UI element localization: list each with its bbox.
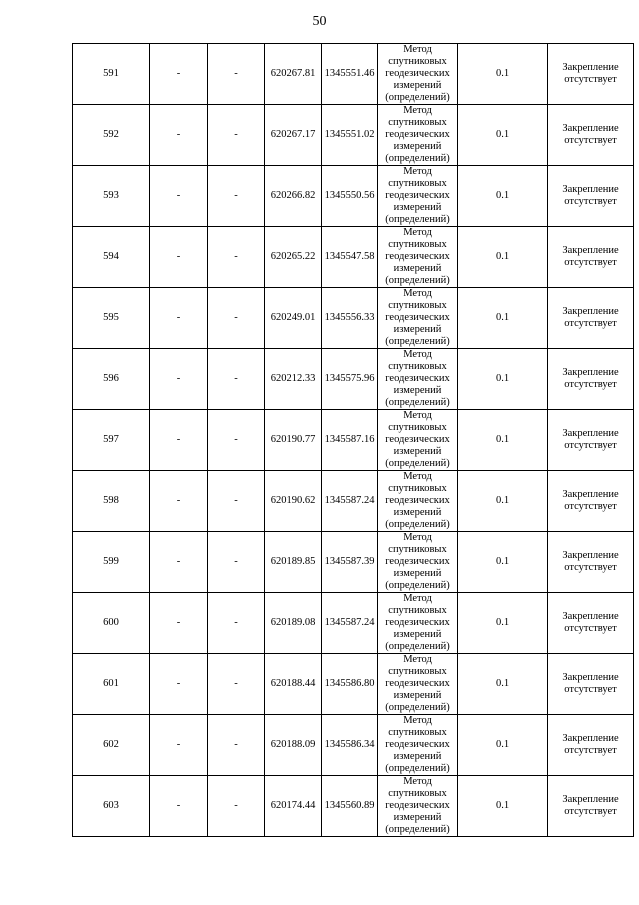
method-line: спутниковых: [388, 544, 447, 555]
fixation-cell: [548, 227, 634, 288]
column-a-cell: -: [150, 776, 208, 837]
column-a-cell: -: [150, 593, 208, 654]
method-line: измерений: [393, 141, 442, 152]
fixation-line: Закрепление: [562, 367, 619, 378]
method-line: спутниковых: [388, 666, 447, 677]
fixation-cell: [548, 715, 634, 776]
method-line: измерений: [393, 812, 442, 823]
point-number-cell: 594: [73, 227, 150, 288]
method-cell: [378, 410, 458, 471]
method-line: (определений): [385, 702, 450, 713]
method-line: спутниковых: [388, 483, 447, 494]
fixation-cell: [548, 654, 634, 715]
x-coordinate-cell: 620190.62: [265, 471, 322, 532]
method-cell: [378, 715, 458, 776]
accuracy-cell: 0.1: [458, 593, 548, 654]
point-number-cell: 599: [73, 532, 150, 593]
method-line: Метод: [403, 105, 432, 116]
fixation-line: отсутствует: [564, 379, 617, 390]
method-cell: [378, 471, 458, 532]
accuracy-cell: 0.1: [458, 288, 548, 349]
method-line: Метод: [403, 593, 432, 604]
table-row: [73, 715, 634, 776]
column-b-cell: -: [208, 227, 265, 288]
method-line: (определений): [385, 92, 450, 103]
point-number-cell: 592: [73, 105, 150, 166]
accuracy-cell: 0.1: [458, 349, 548, 410]
fixation-line: отсутствует: [564, 440, 617, 451]
accuracy-cell: 0.1: [458, 532, 548, 593]
table-row: [73, 105, 634, 166]
method-line: спутниковых: [388, 178, 447, 189]
method-line: измерений: [393, 446, 442, 457]
fixation-line: Закрепление: [562, 794, 619, 805]
table-row: [73, 288, 634, 349]
table-row: [73, 410, 634, 471]
accuracy-cell: 0.1: [458, 44, 548, 105]
method-line: Метод: [403, 349, 432, 360]
column-b-cell: -: [208, 715, 265, 776]
coordinates-table: [72, 43, 634, 837]
method-cell: [378, 227, 458, 288]
method-cell: [378, 105, 458, 166]
method-line: Метод: [403, 532, 432, 543]
method-line: Метод: [403, 166, 432, 177]
fixation-cell: [548, 349, 634, 410]
point-number-cell: 593: [73, 166, 150, 227]
method-line: Метод: [403, 44, 432, 55]
method-line: Метод: [403, 227, 432, 238]
point-number-cell: 601: [73, 654, 150, 715]
fixation-cell: [548, 471, 634, 532]
x-coordinate-cell: 620266.82: [265, 166, 322, 227]
table-row: [73, 166, 634, 227]
x-coordinate-cell: 620190.77: [265, 410, 322, 471]
fixation-line: Закрепление: [562, 550, 619, 561]
y-coordinate-cell: 1345551.02: [322, 105, 378, 166]
fixation-cell: [548, 776, 634, 837]
method-line: Метод: [403, 776, 432, 787]
method-line: спутниковых: [388, 727, 447, 738]
column-b-cell: -: [208, 288, 265, 349]
x-coordinate-cell: 620249.01: [265, 288, 322, 349]
column-b-cell: -: [208, 593, 265, 654]
table-row: [73, 776, 634, 837]
fixation-line: Закрепление: [562, 489, 619, 500]
column-a-cell: -: [150, 532, 208, 593]
y-coordinate-cell: 1345547.58: [322, 227, 378, 288]
method-line: измерений: [393, 568, 442, 579]
column-b-cell: -: [208, 410, 265, 471]
method-line: Метод: [403, 654, 432, 665]
column-b-cell: -: [208, 654, 265, 715]
x-coordinate-cell: 620265.22: [265, 227, 322, 288]
method-line: измерений: [393, 202, 442, 213]
method-line: геодезических: [385, 800, 450, 811]
point-number-cell: 595: [73, 288, 150, 349]
method-line: (определений): [385, 580, 450, 591]
method-line: геодезических: [385, 556, 450, 567]
column-b-cell: -: [208, 349, 265, 410]
method-line: измерений: [393, 263, 442, 274]
point-number-cell: 600: [73, 593, 150, 654]
method-line: измерений: [393, 629, 442, 640]
fixation-line: отсутствует: [564, 684, 617, 695]
point-number-cell: 598: [73, 471, 150, 532]
x-coordinate-cell: 620212.33: [265, 349, 322, 410]
accuracy-cell: 0.1: [458, 105, 548, 166]
fixation-cell: [548, 105, 634, 166]
y-coordinate-cell: 1345550.56: [322, 166, 378, 227]
table-row: [73, 349, 634, 410]
method-line: геодезических: [385, 373, 450, 384]
column-a-cell: -: [150, 105, 208, 166]
method-line: спутниковых: [388, 422, 447, 433]
page-number: 50: [312, 14, 327, 29]
method-line: спутниковых: [388, 605, 447, 616]
method-line: спутниковых: [388, 117, 447, 128]
x-coordinate-cell: 620267.17: [265, 105, 322, 166]
fixation-line: отсутствует: [564, 318, 617, 329]
column-a-cell: -: [150, 471, 208, 532]
method-line: измерений: [393, 751, 442, 762]
y-coordinate-cell: 1345587.24: [322, 593, 378, 654]
method-line: спутниковых: [388, 788, 447, 799]
fixation-line: Закрепление: [562, 306, 619, 317]
method-line: Метод: [403, 410, 432, 421]
accuracy-cell: 0.1: [458, 654, 548, 715]
y-coordinate-cell: 1345556.33: [322, 288, 378, 349]
table-row: [73, 654, 634, 715]
y-coordinate-cell: 1345586.34: [322, 715, 378, 776]
column-b-cell: -: [208, 776, 265, 837]
x-coordinate-cell: 620174.44: [265, 776, 322, 837]
column-a-cell: -: [150, 349, 208, 410]
table-body: [73, 44, 634, 837]
method-line: геодезических: [385, 434, 450, 445]
x-coordinate-cell: 620189.85: [265, 532, 322, 593]
fixation-cell: [548, 593, 634, 654]
point-number-cell: 596: [73, 349, 150, 410]
fixation-line: отсутствует: [564, 74, 617, 85]
method-line: геодезических: [385, 251, 450, 262]
method-line: измерений: [393, 80, 442, 91]
column-a-cell: -: [150, 166, 208, 227]
fixation-line: Закрепление: [562, 428, 619, 439]
fixation-line: Закрепление: [562, 611, 619, 622]
table-row: [73, 44, 634, 105]
fixation-line: Закрепление: [562, 123, 619, 134]
method-line: геодезических: [385, 617, 450, 628]
fixation-line: отсутствует: [564, 196, 617, 207]
y-coordinate-cell: 1345551.46: [322, 44, 378, 105]
method-cell: [378, 44, 458, 105]
method-line: спутниковых: [388, 300, 447, 311]
method-line: (определений): [385, 214, 450, 225]
point-number-cell: 591: [73, 44, 150, 105]
method-line: Метод: [403, 715, 432, 726]
point-number-cell: 602: [73, 715, 150, 776]
fixation-line: Закрепление: [562, 672, 619, 683]
column-b-cell: -: [208, 105, 265, 166]
method-cell: [378, 654, 458, 715]
fixation-cell: [548, 410, 634, 471]
method-line: измерений: [393, 690, 442, 701]
method-cell: [378, 166, 458, 227]
x-coordinate-cell: 620189.08: [265, 593, 322, 654]
method-line: измерений: [393, 324, 442, 335]
x-coordinate-cell: 620267.81: [265, 44, 322, 105]
fixation-line: отсутствует: [564, 745, 617, 756]
column-b-cell: -: [208, 166, 265, 227]
fixation-line: отсутствует: [564, 562, 617, 573]
fixation-line: отсутствует: [564, 501, 617, 512]
method-line: (определений): [385, 336, 450, 347]
column-a-cell: -: [150, 288, 208, 349]
accuracy-cell: 0.1: [458, 776, 548, 837]
method-cell: [378, 532, 458, 593]
x-coordinate-cell: 620188.09: [265, 715, 322, 776]
method-line: измерений: [393, 507, 442, 518]
method-line: геодезических: [385, 68, 450, 79]
method-line: (определений): [385, 397, 450, 408]
y-coordinate-cell: 1345587.24: [322, 471, 378, 532]
method-line: геодезических: [385, 190, 450, 201]
fixation-cell: [548, 44, 634, 105]
method-line: спутниковых: [388, 361, 447, 372]
y-coordinate-cell: 1345560.89: [322, 776, 378, 837]
method-line: геодезических: [385, 312, 450, 323]
method-line: геодезических: [385, 678, 450, 689]
method-line: геодезических: [385, 739, 450, 750]
column-b-cell: -: [208, 532, 265, 593]
column-a-cell: -: [150, 44, 208, 105]
fixation-line: Закрепление: [562, 184, 619, 195]
table-row: [73, 593, 634, 654]
fixation-line: Закрепление: [562, 62, 619, 73]
accuracy-cell: 0.1: [458, 471, 548, 532]
method-line: Метод: [403, 288, 432, 299]
point-number-cell: 597: [73, 410, 150, 471]
method-cell: [378, 593, 458, 654]
method-line: Метод: [403, 471, 432, 482]
fixation-line: отсутствует: [564, 257, 617, 268]
fixation-line: отсутствует: [564, 623, 617, 634]
point-number-cell: 603: [73, 776, 150, 837]
fixation-cell: [548, 166, 634, 227]
method-line: измерений: [393, 385, 442, 396]
fixation-line: отсутствует: [564, 135, 617, 146]
method-line: спутниковых: [388, 239, 447, 250]
method-line: геодезических: [385, 129, 450, 140]
column-a-cell: -: [150, 715, 208, 776]
method-line: (определений): [385, 275, 450, 286]
fixation-line: Закрепление: [562, 733, 619, 744]
column-b-cell: -: [208, 44, 265, 105]
y-coordinate-cell: 1345586.80: [322, 654, 378, 715]
accuracy-cell: 0.1: [458, 715, 548, 776]
table-row: [73, 532, 634, 593]
y-coordinate-cell: 1345587.39: [322, 532, 378, 593]
method-line: (определений): [385, 763, 450, 774]
method-line: (определений): [385, 824, 450, 835]
method-line: (определений): [385, 641, 450, 652]
method-line: (определений): [385, 153, 450, 164]
accuracy-cell: 0.1: [458, 227, 548, 288]
fixation-cell: [548, 288, 634, 349]
fixation-line: отсутствует: [564, 806, 617, 817]
column-a-cell: -: [150, 410, 208, 471]
method-cell: [378, 776, 458, 837]
column-a-cell: -: [150, 654, 208, 715]
fixation-cell: [548, 532, 634, 593]
table-row: [73, 471, 634, 532]
accuracy-cell: 0.1: [458, 166, 548, 227]
method-cell: [378, 349, 458, 410]
y-coordinate-cell: 1345575.96: [322, 349, 378, 410]
y-coordinate-cell: 1345587.16: [322, 410, 378, 471]
method-line: спутниковых: [388, 56, 447, 67]
column-b-cell: -: [208, 471, 265, 532]
method-line: (определений): [385, 458, 450, 469]
accuracy-cell: 0.1: [458, 410, 548, 471]
method-cell: [378, 288, 458, 349]
fixation-line: Закрепление: [562, 245, 619, 256]
table-row: [73, 227, 634, 288]
method-line: (определений): [385, 519, 450, 530]
column-a-cell: -: [150, 227, 208, 288]
method-line: геодезических: [385, 495, 450, 506]
x-coordinate-cell: 620188.44: [265, 654, 322, 715]
